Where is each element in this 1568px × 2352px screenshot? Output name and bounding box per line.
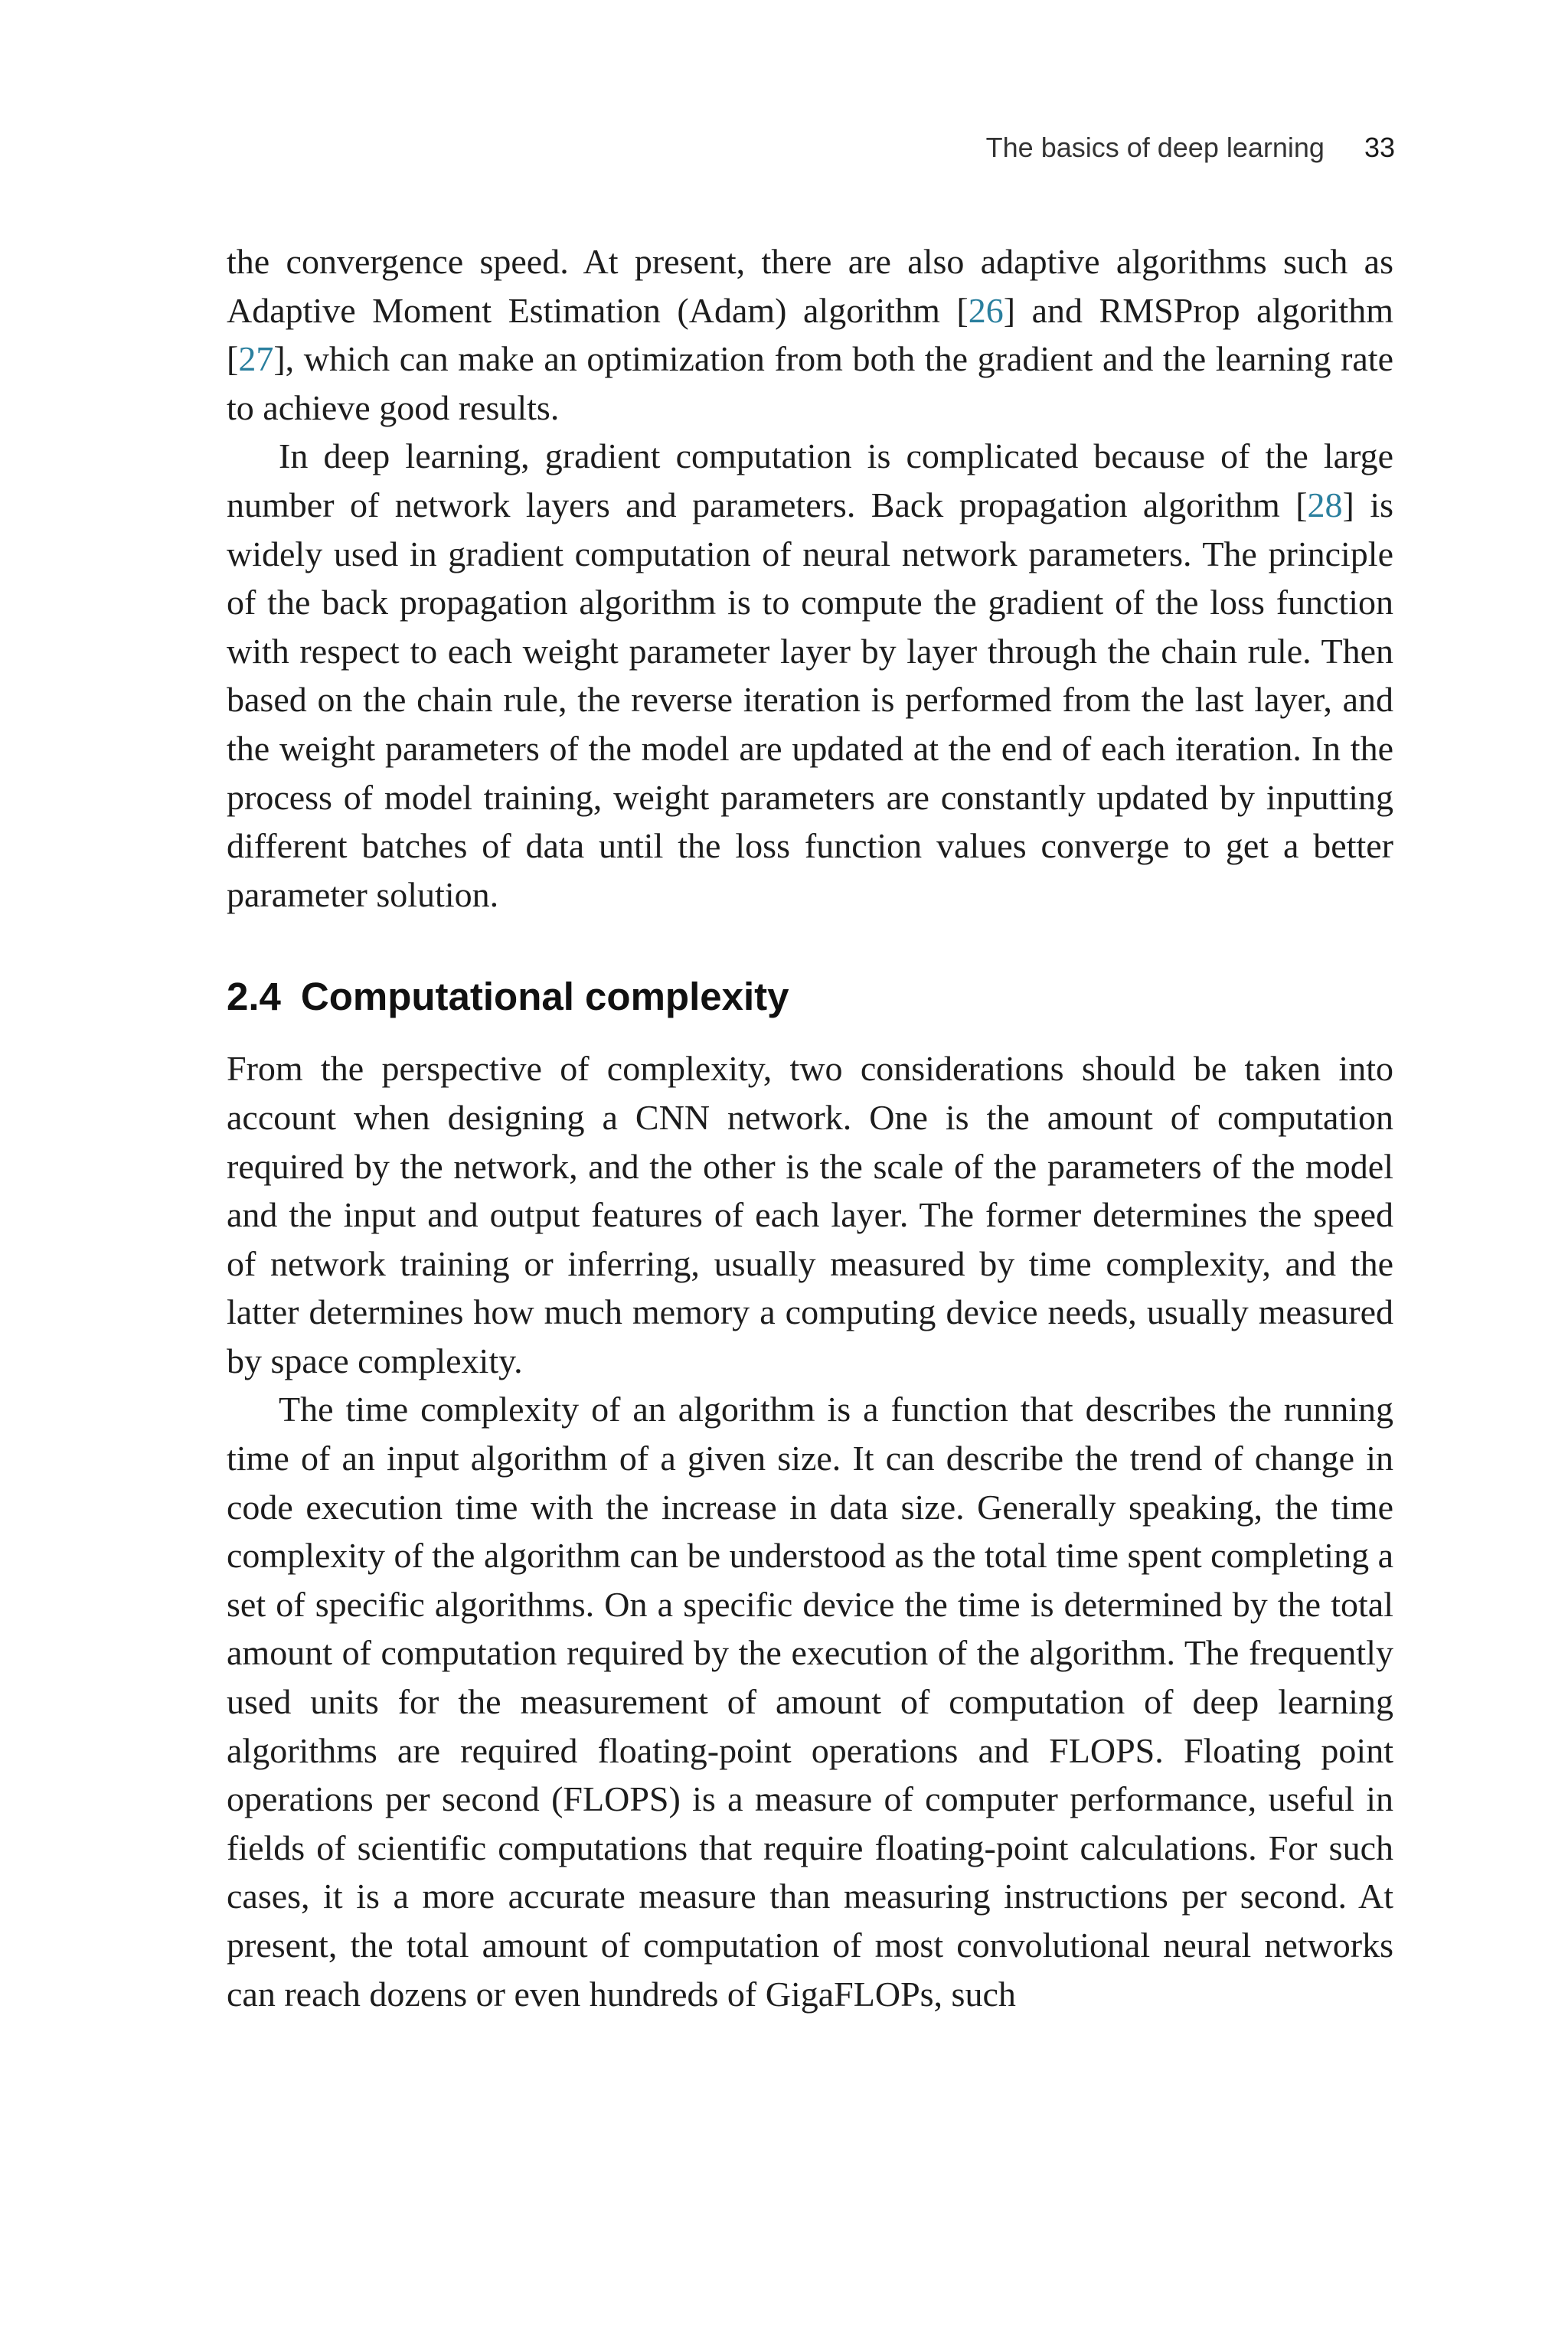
section-title: Computational complexity [300, 975, 789, 1019]
citation-28[interactable]: 28 [1307, 485, 1343, 524]
body-text [227, 237, 1393, 2018]
paragraph-2 [227, 432, 1393, 919]
paragraph-2-text-b: ] is widely used in gradient computation of neural network parameters. The principle of the back propagation algorithm is to compute the gradient of the loss function with respect to each weight parameter layer by layer through the chain rule. Then based on the chain rule, the reverse iteration is performed from the last layer, and the weight parameters of the model are updated at the end of each iteration. In the process of model training, weight parameters are constantly updated by inputting different batches of data until the loss function values converge to get a better parameter solution. [227, 485, 1393, 914]
paragraph-4: The time complexity of an algorithm is a function that describes the running time of an input algorithm of a given size. It can describe the trend of change in code execution time with the increase in data size. Generally speaking, the time complexity of the algorithm can be understood as the total time spent completing a set of specific algorithms. On a specific device the time is determined by the total amount of computation required by the execution of the algorithm. The frequently used units for the measurement of amount of computation of deep learning algorithms are required floating-point operations and FLOPS. Floating point operations per second (FLOPS) is a measure of computer performance, useful in fields of scientific computations that require floating-point calculations. For such cases, it is a more accurate measure than measuring instructions per second. At present, the total amount of computation of most convolutional neural networks can reach dozens or even hundreds of GigaFLOPs, such [227, 1390, 1393, 2014]
citation-26[interactable]: 26 [968, 290, 1004, 330]
paragraph-3: From the perspective of complexity, two considerations should be taken into account when designing a CNN network. One is the amount of computation required by the network, and the other is the scale of the parameters of the model and the input and output features of each layer. The former determines the speed of network training or inferring, usually measured by time complexity, and the latter determines how much memory a computing device needs, usually measured by space complexity. [227, 1049, 1393, 1380]
paragraph-1-text-a: the convergence speed. At present, there are also adaptive algorithms such as Adaptive Moment Estimation (Adam) algorithm [ [227, 242, 1393, 330]
citation-27[interactable]: 27 [238, 339, 274, 379]
paragraph-1 [227, 237, 1393, 432]
section-number: 2.4 [227, 975, 281, 1019]
paragraph-2-text-a: In deep learning, gradient computation is complicated because of the large number of network layers and parameters. Back propagation algorithm [ [227, 436, 1393, 524]
page-number: 33 [1364, 132, 1395, 163]
paragraph-1-text-b: ] and RMSProp algorithm [ [227, 290, 1393, 379]
paragraph-1-text-c: ], which can make an optimization from both the gradient and the learning rate to achieve good results. [227, 339, 1393, 427]
running-header [986, 132, 1395, 164]
section-heading [227, 974, 1393, 1020]
running-title: The basics of deep learning [985, 132, 1325, 163]
